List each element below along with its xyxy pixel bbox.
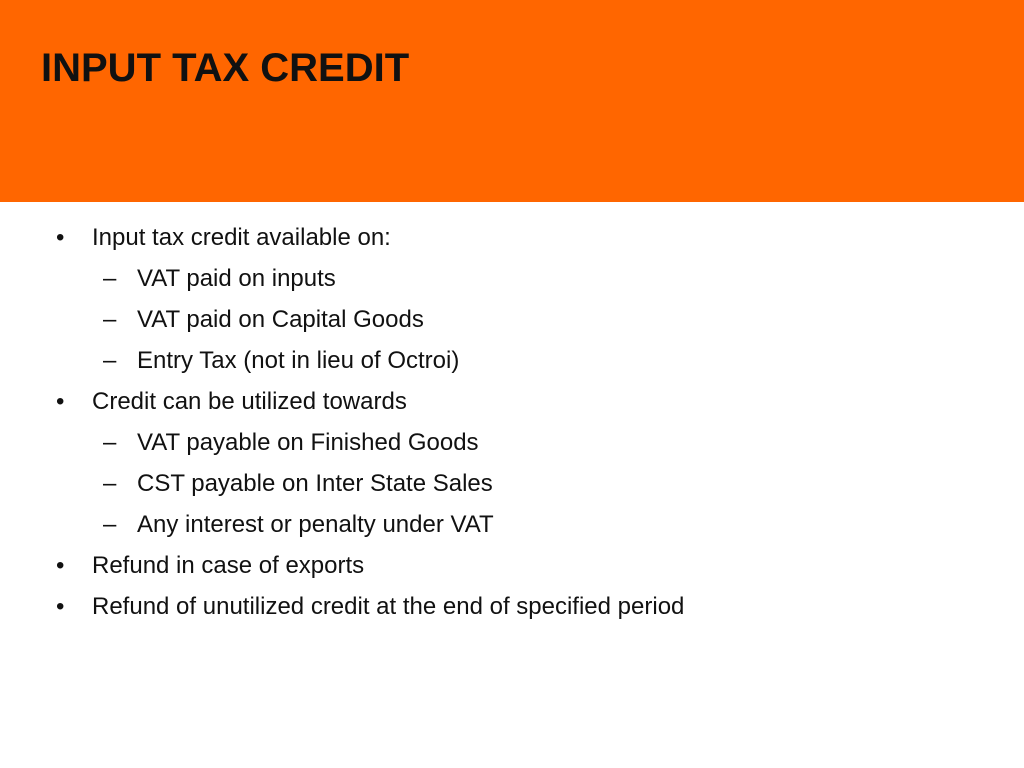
bullet-text: Refund in case of exports: [92, 552, 365, 579]
bullet-marker: •: [56, 224, 65, 251]
header-band: [0, 0, 1024, 202]
bullet-marker: •: [56, 552, 65, 579]
slide-title: INPUT TAX CREDIT: [41, 46, 410, 90]
sub-bullet-text: VAT paid on inputs: [137, 265, 336, 292]
bullet-item: [0, 217, 1024, 258]
sub-bullet-text: VAT payable on Finished Goods: [137, 429, 479, 456]
sub-bullet-text: VAT paid on Capital Goods: [137, 306, 424, 333]
bullet-text: Input tax credit available on:: [92, 224, 391, 251]
bullet-marker: •: [56, 593, 65, 620]
bullet-text: Credit can be utilized towards: [92, 388, 407, 415]
sub-bullet-item: [0, 258, 1024, 299]
sub-bullet-marker: –: [103, 347, 117, 374]
bullet-item: [0, 545, 1024, 586]
sub-bullet-marker: –: [103, 470, 117, 497]
sub-bullet-marker: –: [103, 265, 117, 292]
sub-bullet-text: Any interest or penalty under VAT: [137, 511, 494, 538]
sub-bullet-marker: –: [103, 306, 117, 333]
sub-bullet-text: CST payable on Inter State Sales: [137, 470, 493, 497]
bullet-text: Refund of unutilized credit at the end of specified period: [92, 593, 685, 620]
sub-bullet-marker: –: [103, 511, 117, 538]
sub-bullet-item: [0, 422, 1024, 463]
sub-bullet-text: Entry Tax (not in lieu of Octroi): [137, 347, 460, 374]
bullet-item: [0, 381, 1024, 422]
bullet-marker: •: [56, 388, 65, 415]
bullet-list: [0, 217, 1024, 627]
sub-bullet-item: [0, 463, 1024, 504]
sub-bullet-item: [0, 299, 1024, 340]
bullet-item: [0, 586, 1024, 627]
sub-bullet-marker: –: [103, 429, 117, 456]
sub-bullet-item: [0, 504, 1024, 545]
sub-bullet-item: [0, 340, 1024, 381]
